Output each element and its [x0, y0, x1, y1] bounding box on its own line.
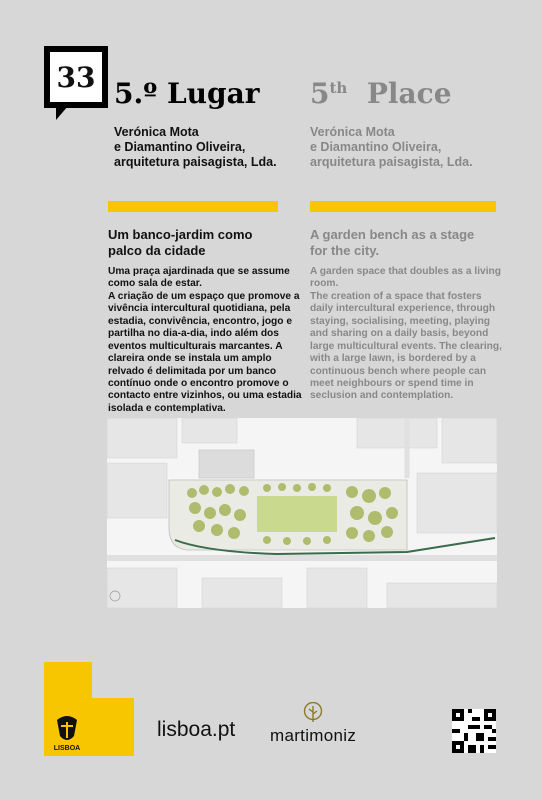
- project-logo-text: martimoniz: [270, 726, 357, 745]
- lisboa-crest-icon: [52, 714, 82, 754]
- subtitle-english: A garden bench as a stage for the city.: [310, 227, 475, 258]
- lisboa-logo-label: LISBOA: [53, 745, 81, 752]
- title-en-suffix: th: [329, 79, 348, 97]
- description-paragraph: A garden space that doubles as a living room.: [310, 266, 501, 290]
- title-english: [310, 77, 452, 110]
- tree-icon: [303, 702, 323, 724]
- description-paragraph: Uma praça ajardinada que se assume como sala de estar.: [108, 266, 290, 290]
- author-line: arquitetura paisagista, Lda.: [310, 155, 473, 169]
- author-line: e Diamantino Oliveira,: [310, 140, 442, 154]
- qr-code-graphic: [452, 709, 496, 753]
- author-line: Verónica Mota: [310, 125, 395, 139]
- site-plan-drawing: [107, 418, 497, 608]
- divider-bar-en: [310, 201, 496, 212]
- title-en-ordinal: 5: [310, 77, 330, 110]
- description-paragraph: A criação de um espaço que promove a vivência intercultural quotidiana, pela estadia, convivência, encontro, jogo e partilha no dia-a-dia, indo além dos eventos multiculturais marcantes. A clareira onde se instala um amplo relvado é delimitada por um banco contínuo onde o encontro promove o contacto entre vizinhos, ou uma estadia isolada e contemplativa.: [108, 290, 302, 414]
- qr-code[interactable]: [452, 709, 496, 753]
- authors-portuguese: [114, 125, 304, 170]
- title-portuguese: 5.º Lugar: [114, 77, 260, 110]
- description-paragraph: The creation of a space that fosters daily intercultural experience, through staying, socialising, meeting, playing and sharing on a daily basis, beyond large multicultural events. The clearing, with a large lawn, is bordered by a continuous bench where people can meet neighbours or spend time in seclusion and contemplation.: [310, 290, 502, 402]
- badge-number: 33: [56, 60, 96, 94]
- number-badge: [44, 46, 108, 108]
- author-line: e Diamantino Oliveira,: [114, 140, 246, 154]
- site-plan-image: [107, 418, 497, 608]
- lisboa-crest-drawing: [52, 714, 82, 754]
- divider-bar-pt: [108, 201, 278, 212]
- author-line: Verónica Mota: [114, 125, 199, 139]
- description-english: [310, 266, 505, 403]
- subtitle-portuguese: Um banco-jardim como palco da cidade: [108, 227, 253, 258]
- website-link[interactable]: lisboa.pt: [157, 718, 236, 741]
- title-en-word: Place: [366, 77, 452, 110]
- speech-bubble-tail-icon: [56, 106, 68, 120]
- author-line: arquitetura paisagista, Lda.: [114, 155, 277, 169]
- authors-english: [310, 125, 500, 170]
- description-portuguese: [108, 266, 303, 415]
